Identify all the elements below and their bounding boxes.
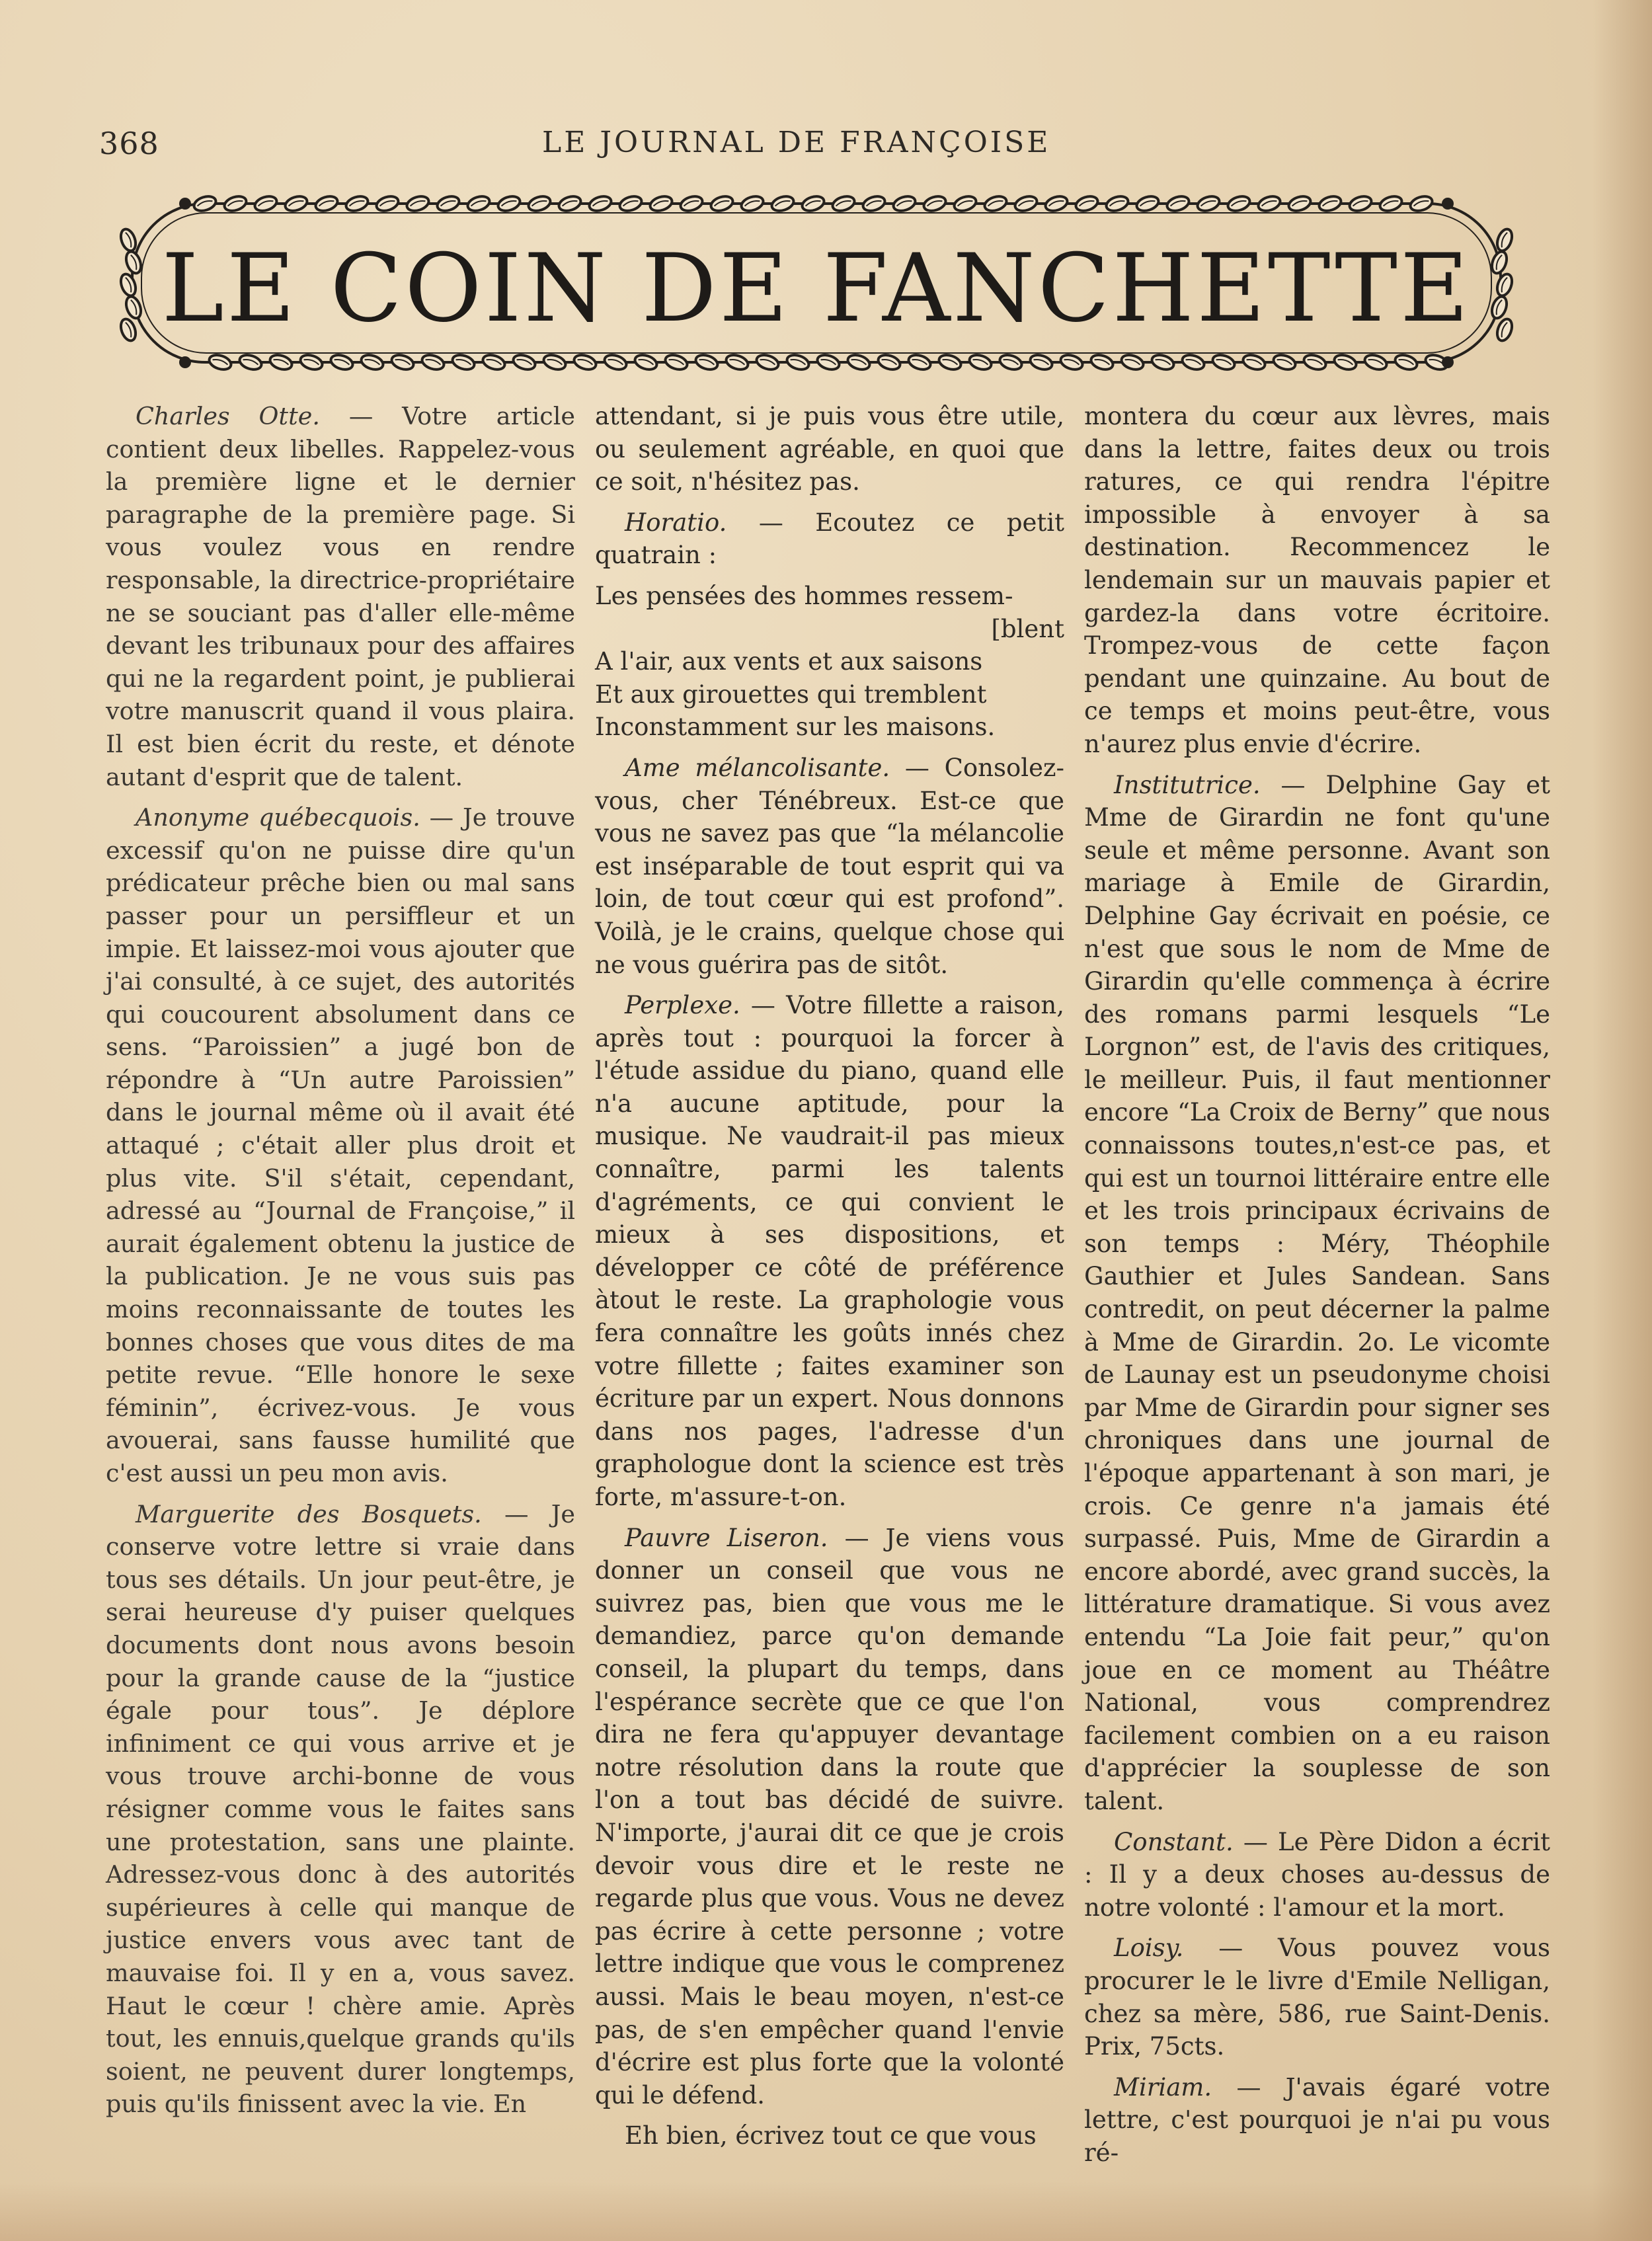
text-column-2	[595, 400, 1064, 2160]
reply-text: — Je conserve votre lettre si vraie dans tous ses détails. Un jour peut-être, je serai heureuse d'y puiser quelques documents dont nous avons besoin pour la grande cause de la “justice égale pour tous”. Je déplore infiniment ce qui vous arrive et je vous trouve archi-bonne de vous résigner comme vous le faites sans une protestation, sans une plainte. Adressez-vous donc à des autorités supérieures à celle qui manque de justice envers vous avec tant de mauvaise foi. Il y en a, vous savez. Haut le cœur ! chère amie. Après tout, les ennuis,quelque grands qu'ils soient, ne peuvent durer longtemps, puis qu'ils finissent avec la vie. En	[106, 1499, 575, 2119]
poem-line: Inconstamment sur les maisons.	[595, 713, 996, 742]
page-edge-shadow	[1593, 0, 1652, 2241]
correspondent-name: Constant.	[1114, 1827, 1234, 1856]
page-number: 368	[99, 126, 159, 161]
correspondent-name: Miriam.	[1114, 2072, 1212, 2102]
reply-paragraph	[1084, 1932, 1550, 2063]
quatrain	[595, 580, 1064, 744]
reply-text: — Consolez-vous, cher Ténébreux. Est-ce que vous ne savez pas que “la mélancolie est inséparable de tout esprit qui va loin, de tout cœur qui est profond”. Voilà, je le crains, quelque chose qui ne vous guérira pas de sitôt.	[595, 753, 1065, 979]
correspondent-name: Horatio.	[625, 508, 727, 537]
reply-paragraph-tail: Eh bien, écrivez tout ce que vous	[625, 2121, 1037, 2150]
reply-paragraph	[106, 801, 575, 1489]
running-title: LE JOURNAL DE FRANÇOISE	[542, 126, 1051, 159]
correspondent-name: Marguerite des Bosquets.	[136, 1499, 482, 1528]
correspondent-name: Ame mélancolisante.	[625, 753, 890, 782]
reply-paragraph	[1084, 1826, 1550, 1924]
reply-paragraph	[1084, 769, 1550, 1818]
section-banner	[106, 177, 1527, 389]
reply-paragraph	[595, 1522, 1064, 2112]
page-bottom-shadow	[0, 2182, 1652, 2241]
correspondent-name: Perplexe.	[625, 991, 740, 1020]
poem-line-overflow: [blent	[991, 614, 1064, 643]
reply-text: — Votre article contient deux libelles. Rappelez-vous la première ligne et le dernier paragraphe de la première page. Si vous voulez vous en rendre responsable, la directrice-propriétaire ne se souciant pas d'aller elle-même devant les tribunaux pour des affaires qui ne la regardent point, je publierai votre manuscrit quand il vous plaira. Il est bien écrit du reste, et dénote autant d'esprit que de talent.	[106, 402, 575, 791]
poem-line: Et aux girouettes qui tremblent	[595, 680, 987, 709]
poem-line: Les pensées des hommes ressem-	[595, 581, 1013, 610]
reply-paragraph	[106, 400, 575, 793]
reply-paragraph	[595, 752, 1064, 981]
reply-text: — Ecoutez ce petit quatrain :	[595, 508, 1064, 570]
reply-text: — Je viens vous donner un conseil que vous ne suivrez pas, bien que vous me le demandiez, parce qu'on demande conseil, la plupart du temps, dans l'espérance secrète que ce que l'on dira ne fera qu'appuyer devantage notre résolution dans la route que l'on a tout bas décidé de suivre. N'importe, j'aurai dit ce que je crois devoir vous dire et le reste ne regarde plus que vous. Vous ne devez pas écrire à cette personne ; votre lettre indique que vous le comprenez aussi. Mais le beau moyen, n'est-ce pas, de s'en empêcher quand l'envie d'écrire est plus forte que la volonté qui le défend.	[595, 1523, 1064, 2109]
reply-text: — Delphine Gay et Mme de Girardin ne font qu'une seule et même personne. Avant son mariage à Emile de Girardin, Delphine Gay écrivait en poésie, ce n'est que sous le nom de Mme de Girardin qu'elle commença à écrire des romans parmi lesquels “Le Lorgnon” est, de l'avis des critiques, le meilleur. Puis, il faut mentionner encore “La Croix de Berny” que nous connaissons toutes,n'est-ce pas, et qui est un tournoi littéraire entre elle et les trois principaux écrivains de son temps : Méry, Théophile Gauthier et Jules Sandean. Sans contredit, on peut décerner la palme à Mme de Girardin. 2o. Le vicomte de Launay est un pseudonyme choisi par Mme de Girardin pour signer ses chroniques dans une journal de l'époque appartenant à son mari, je crois. Ce genre n'a jamais été surpassé. Puis, Mme de Girardin a encore abordé, avec grand succès, la littérature dramatique. Si vous avez entendu “La Joie fait peur,” qu'on joue en ce moment au Théâtre National, vous comprendrez facilement combien on a eu raison d'apprécier la souplesse de son talent.	[1084, 770, 1550, 1815]
reply-text: — Vous pouvez vous procurer le le livre d'Emile Nelligan, chez sa mère, 586, rue Saint-Denis. Prix, 75cts.	[1084, 1934, 1550, 2061]
reply-paragraph	[1084, 2071, 1550, 2170]
section-title: LE COIN DE FANCHETTE	[161, 234, 1472, 343]
reply-paragraph	[595, 989, 1064, 1514]
reply-paragraph	[595, 506, 1064, 572]
correspondent-name: Loisy.	[1114, 1934, 1184, 1963]
text-column-1	[106, 400, 575, 2129]
text-column-3	[1084, 400, 1550, 2177]
reply-paragraph	[106, 1498, 575, 2121]
correspondent-name: Charles Otte.	[136, 402, 320, 430]
reply-text: — Le Père Didon a écrit : Il y a deux choses au-dessus de notre volonté : l'amour et la mort.	[1084, 1827, 1550, 1922]
reply-text: — J'avais égaré votre lettre, c'est pourquoi je n'ai pu vous ré-	[1084, 2072, 1550, 2167]
reply-text: — Je trouve excessif qu'on ne puisse dire qu'un prédicateur prêche bien ou mal sans passer pour un persiffleur et un impie. Et laissez-moi vous ajouter que j'ai consulté, à ce sujet, des autorités qui coucourent absolument dans ce sens. “Paroissien” a jugé bon de répondre à “Un autre Paroissien” dans le journal même où il avait été attaqué ; c'était aller plus droit et plus vite. S'il s'était, cependant, adressé au “Journal de Françoise,” il aurait également obtenu la justice de la publication. Je ne vous suis pas moins reconnaissante de toutes les bonnes choses que vous dites de ma petite revue. “Elle honore le sexe féminin”, écrivez-vous. Je vous avouerai, sans fausse humilité que c'est aussi un peu mon avis.	[106, 803, 575, 1487]
continued-paragraph: montera du cœur aux lèvres, mais dans la lettre, faites deux ou trois ratures, ce qui rendra l'épitre impossible à envoyer à sa destination. Recommencez le lendemain sur un mauvais papier et gardez-la dans votre écritoire. Trompez-vous de cette façon pendant une quinzaine. Au bout de ce temps et moins peut-être, vous n'aurez plus envie d'écrire.	[1084, 402, 1550, 758]
correspondent-name: Institutrice.	[1114, 770, 1261, 799]
correspondent-name: Anonyme québecquois.	[136, 803, 420, 832]
correspondent-name: Pauvre Liseron.	[625, 1523, 828, 1552]
poem-line: A l'air, aux vents et aux saisons	[595, 647, 983, 676]
continued-paragraph: attendant, si je puis vous être utile, ou seulement agréable, en quoi que ce soit, n'hésitez pas.	[595, 402, 1064, 496]
reply-text: — Votre fillette a raison, après tout : pourquoi la forcer à l'étude assidue du piano, quand elle n'a aucune aptitude, pour la musique. Ne vaudrait-il pas mieux connaître, parmi les talents d'agréments, ce qui convient le mieux à ses dispositions, et développer ce côté de préférence àtout le reste. La graphologie vous fera connaître les goûts innés chez votre fillette ; faites examiner son écriture par un expert. Nous donnons dans nos pages, l'adresse d'un graphologue dont la science est très forte, m'assure-t-on.	[595, 991, 1064, 1511]
